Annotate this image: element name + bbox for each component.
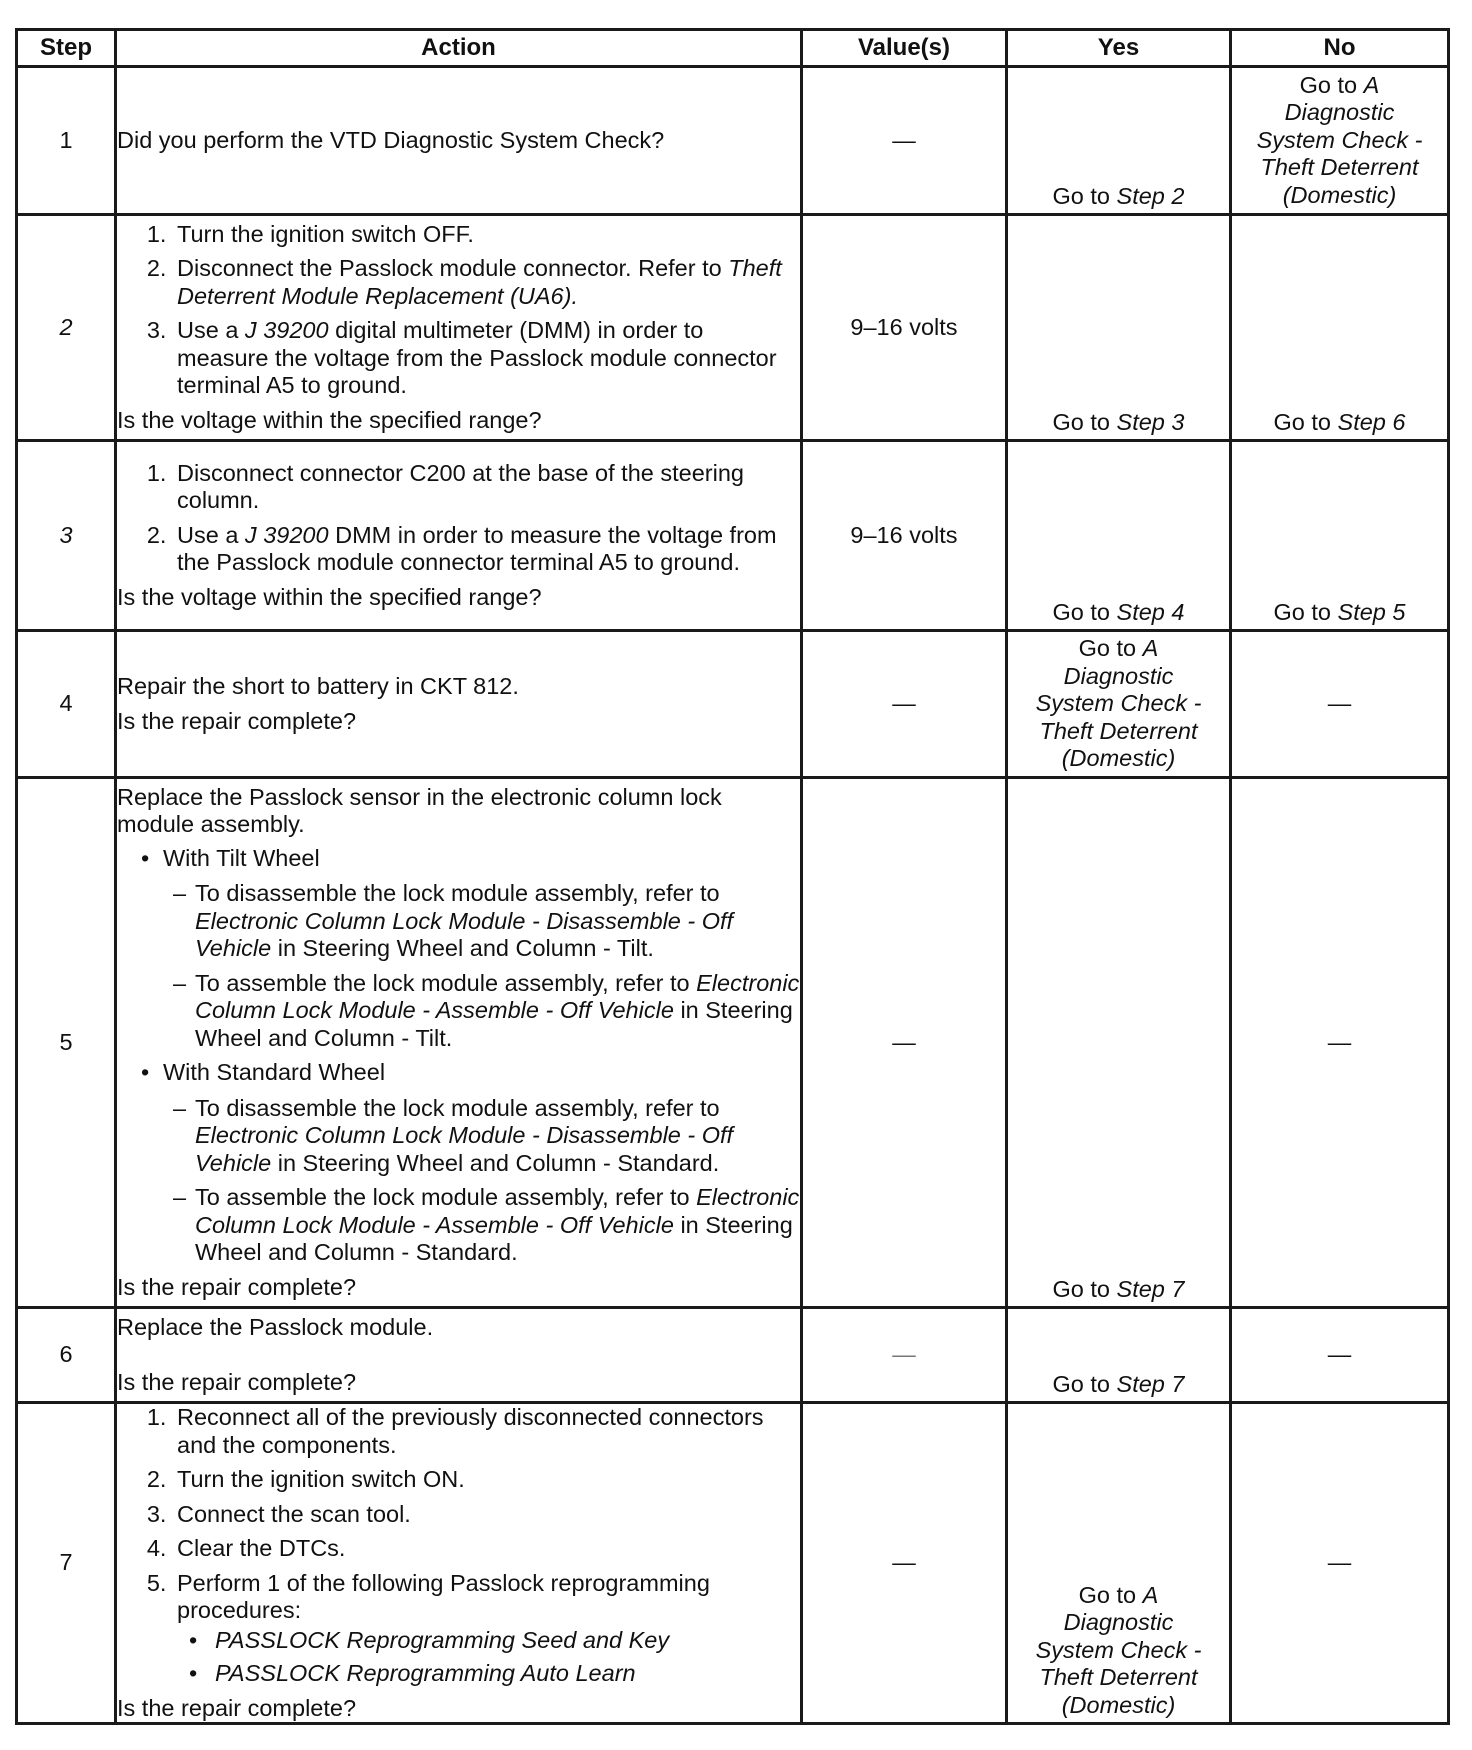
table-row [17,215,1449,441]
header-row [17,30,1449,67]
ref-line: (Domestic) [1061,1691,1176,1718]
goto-text: Go to [1052,1370,1110,1397]
list-item: – To disassemble the lock module assembly, refer to Electronic Column Lock Module - Disassemble - Off Vehicle in Steering Wheel and Column - Standard. [195,1095,800,1178]
header-action: Action [116,30,802,67]
ref-line: (Domestic) [1282,181,1397,208]
yes-cell [1007,441,1231,631]
action-text: Replace the Passlock sensor in the electronic column lock module assembly. [117,783,722,838]
table-row [17,1308,1449,1403]
ref-line: System Check - [1256,126,1423,153]
table-row [17,67,1449,215]
question-text: Did you perform the VTD Diagnostic System Check? [117,126,665,153]
procedure-list [177,1627,800,1688]
step-link[interactable]: Step 6 [1337,408,1406,435]
action-text: Replace the Passlock module. [117,1313,434,1340]
ref-line: System Check - [1035,1636,1202,1663]
goto-text: Go to [1273,598,1331,625]
question-text: Is the repair complete? [117,1369,357,1395]
ref-line: Diagnostic [1284,99,1395,126]
action-step: 3. Connect the scan tool. [173,1501,800,1529]
step-link[interactable]: Step 3 [1116,408,1185,435]
value-cell: — [802,67,1007,215]
action-cell [116,778,802,1308]
yes-cell [1007,631,1231,778]
action-cell [116,441,802,631]
action-step: 1. Turn the ignition switch OFF. [173,221,800,249]
procedure-list [163,880,800,1052]
value-cell: — [802,631,1007,778]
procedure-link[interactable]: Electronic Column Lock Module - Assemble - Off Vehicle [195,969,800,1024]
procedure-list [163,1095,800,1267]
action-cell [116,631,802,778]
procedure-link[interactable]: • PASSLOCK Reprogramming Auto Learn [211,1660,800,1688]
action-step: 3. Use a J 39200 digital multimeter (DMM) in order to measure the voltage from the Passlock module connector terminal A5 to ground. [173,317,800,400]
list-item [163,1059,800,1267]
header-yes: Yes [1007,30,1231,67]
table-row [17,631,1449,778]
ref-line: Theft Deterrent [1260,154,1419,181]
ref-a: A [1142,635,1159,662]
header-values: Value(s) [802,30,1007,67]
no-cell: — [1231,1308,1449,1403]
ref-a: A [1363,71,1380,98]
step-number: 6 [17,1308,116,1403]
action-step: 5. Perform 1 of the following Passlock reprogramming procedures: • PASSLOCK Reprogramming Seed and Key • PASSLOCK Reprogramming Auto Learn [173,1570,800,1688]
action-step: 4. Clear the DTCs. [173,1535,800,1563]
no-cell [1231,67,1449,215]
question-text: Is the repair complete? [117,1273,357,1300]
list-item: – To disassemble the lock module assembly, refer to Electronic Column Lock Module - Disassemble - Off Vehicle in Steering Wheel and Column - Tilt. [195,880,800,963]
action-step: 2. Use a J 39200 DMM in order to measure the voltage from the Passlock module connector terminal A5 to ground. [173,522,800,577]
list-item [163,845,800,1053]
value-cell: 9–16 volts [802,215,1007,441]
action-step: 2. Turn the ignition switch ON. [173,1466,800,1494]
list-item: – To assemble the lock module assembly, refer to Electronic Column Lock Module - Assemble - Off Vehicle in Steering Wheel and Column - Tilt. [195,970,800,1053]
action-steps [117,460,800,577]
step-number: 7 [17,1403,116,1724]
ref-line: System Check - [1035,690,1202,717]
step-number: 2 [17,215,116,441]
header-step: Step [17,30,116,67]
action-cell [116,67,802,215]
step-link[interactable]: Step 2 [1116,182,1185,209]
step-number: 3 [17,441,116,631]
table-row [17,1403,1449,1724]
action-cell [116,1403,802,1724]
action-cell [116,215,802,441]
table-row [17,778,1449,1308]
question-text: Is the repair complete? [117,708,357,734]
procedure-link[interactable]: Electronic Column Lock Module - Disassemble - Off Vehicle [195,1122,734,1176]
procedure-link[interactable]: Electronic Column Lock Module - Assemble - Off Vehicle [195,1184,800,1238]
table-row [17,441,1449,631]
ref-a: A [1142,1581,1159,1608]
list-item: – To assemble the lock module assembly, refer to Electronic Column Lock Module - Assemble - Off Vehicle in Steering Wheel and Column - Standard. [195,1184,800,1267]
goto-text: Go to [1273,408,1331,435]
goto-text: Go to [1052,598,1110,625]
no-cell: — [1231,778,1449,1308]
step-number: 4 [17,631,116,778]
goto-text: Go to [1299,71,1358,98]
tool-ref: J 39200 [244,521,329,548]
step-link[interactable]: Step 5 [1337,598,1406,625]
ref-line: Theft Deterrent [1039,717,1198,744]
procedure-link[interactable]: • PASSLOCK Reprogramming Seed and Key [211,1627,800,1655]
action-steps [117,221,800,400]
yes-cell [1007,67,1231,215]
goto-text: Go to [1078,1581,1137,1608]
option-label: With Standard Wheel [163,1059,386,1086]
yes-cell [1007,1308,1231,1403]
tool-ref: J 39200 [244,317,329,344]
diag-check-ref[interactable] [1036,1582,1202,1720]
action-step: 1. Reconnect all of the previously disconnected connectors and the components. [173,1404,800,1459]
ref-line: (Domestic) [1061,745,1176,772]
goto-text: Go to [1052,182,1110,209]
no-cell: — [1231,1403,1449,1724]
header-no: No [1231,30,1449,67]
diagnostic-table [15,28,1450,1725]
value-cell: 9–16 volts [802,441,1007,631]
action-steps [117,1404,800,1688]
yes-cell [1007,1403,1231,1724]
action-text: Repair the short to battery in CKT 812. [117,672,519,699]
step-number: 5 [17,778,116,1308]
question-text: Is the voltage within the specified range? [117,406,542,433]
action-cell [116,1308,802,1403]
step-link[interactable]: Step 7 [1116,1370,1185,1397]
procedure-link[interactable]: Electronic Column Lock Module - Disassemble - Off Vehicle [195,907,734,962]
ref-line: Diagnostic [1063,1609,1174,1635]
wheel-options [117,845,800,1267]
yes-cell [1007,778,1231,1308]
yes-cell [1007,215,1231,441]
value-cell: — [802,778,1007,1308]
procedure-link[interactable]: Theft Deterrent Module Replacement (UA6). [177,255,782,309]
no-cell [1231,215,1449,441]
question-text: Is the voltage within the specified range? [117,583,542,610]
goto-text: Go to [1078,635,1137,662]
goto-text: Go to [1052,1275,1110,1302]
value-cell: — [802,1308,1007,1403]
goto-text: Go to [1052,408,1110,435]
step-link[interactable]: Step 7 [1116,1275,1185,1302]
option-label: With Tilt Wheel [163,844,320,871]
ref-line: Diagnostic [1063,662,1174,689]
value-cell: — [802,1403,1007,1724]
action-step: 1. Disconnect connector C200 at the base of the steering column. [173,460,800,515]
action-step: 2. Disconnect the Passlock module connector. Refer to Theft Deterrent Module Replacement (UA6). [173,255,800,310]
no-cell: — [1231,631,1449,778]
ref-line: Theft Deterrent [1039,1664,1198,1690]
step-link[interactable]: Step 4 [1116,598,1185,625]
diag-check-ref[interactable] [1036,635,1202,773]
no-cell [1231,441,1449,631]
diag-check-ref[interactable] [1257,72,1423,210]
question-text: Is the repair complete? [117,1694,357,1721]
step-number: 1 [17,67,116,215]
